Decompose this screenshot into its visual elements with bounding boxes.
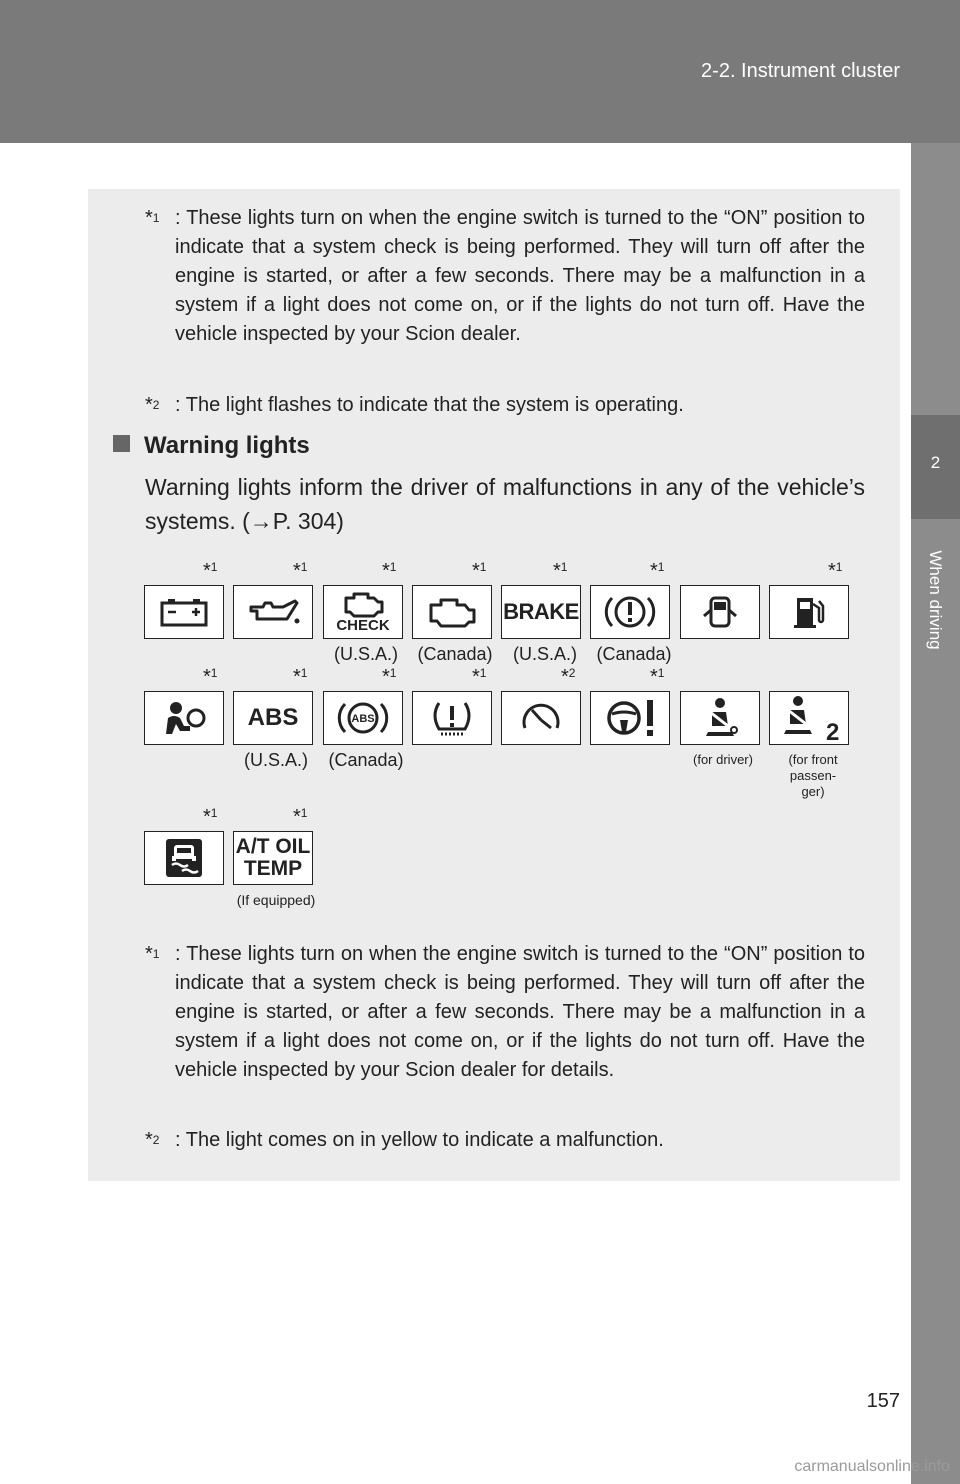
caption: (U.S.A.) bbox=[333, 644, 399, 664]
oil-can-icon bbox=[233, 585, 313, 639]
caption: (Canada) bbox=[417, 644, 493, 664]
caption: (Canada) bbox=[596, 644, 672, 664]
footnote-1-top: *$^1$ : These lights turn on when the engine switch is turned to the “ON” position to indicate that a system check is being performed. They will turn off after the engine is started, or after a few seconds. There may be a malfunction in a system if a light does not come on, or if the lights do not turn off. Have the vehicle inspected by your Scion dealer. bbox=[145, 207, 865, 345]
seatbelt-driver-icon bbox=[680, 691, 760, 745]
steering-warning-icon bbox=[590, 691, 670, 745]
footnote-2-bottom: *$^2$ : The light comes on in yellow to indicate a malfunction. bbox=[145, 1129, 664, 1151]
star-mark: *$^2$ bbox=[561, 666, 576, 688]
passenger-number: 2 bbox=[826, 719, 840, 742]
star-mark: *$^1$ bbox=[828, 560, 843, 582]
chapter-tab[interactable] bbox=[911, 415, 960, 519]
seatbelt-passenger-icon bbox=[769, 691, 849, 745]
star-mark: *$^1$ bbox=[382, 666, 397, 688]
star-mark: *$^1$ bbox=[472, 560, 487, 582]
star-mark: *$^1$ bbox=[203, 806, 218, 828]
star-mark: *$^1$ bbox=[293, 560, 308, 582]
star-mark: *$^1$ bbox=[293, 806, 308, 828]
footnote-2-top: *$^2$ : The light flashes to indicate that the system is operating. bbox=[145, 394, 684, 416]
fuel-pump-icon bbox=[769, 585, 849, 639]
star-mark: *$^1$ bbox=[650, 666, 665, 688]
side-tab-upper bbox=[911, 143, 960, 415]
square-bullet-icon bbox=[113, 435, 130, 452]
section-title: 2-2. Instrument cluster bbox=[701, 60, 900, 82]
caption: (for driver) bbox=[693, 752, 753, 767]
brake-label: BRAKE bbox=[503, 599, 579, 624]
brake-text-icon bbox=[501, 585, 581, 639]
temp-label: TEMP bbox=[243, 857, 303, 880]
at-oil-label: A/T OIL bbox=[235, 835, 311, 858]
star-mark: *$^1$ bbox=[472, 666, 487, 688]
caption: (Canada) bbox=[328, 750, 404, 770]
battery-icon bbox=[144, 585, 224, 639]
page-header bbox=[0, 0, 960, 143]
star-mark: *$^1$ bbox=[553, 560, 568, 582]
side-tab-lower bbox=[911, 519, 960, 1484]
engine-icon bbox=[412, 585, 492, 639]
abs-circle-icon bbox=[323, 691, 403, 745]
cruise-icon bbox=[501, 691, 581, 745]
door-open-icon bbox=[680, 585, 760, 639]
section-heading: Warning lights bbox=[113, 432, 310, 460]
section-body: Warning lights inform the driver of malfunctions in any of the vehicle’s systems. (→P. 304) bbox=[145, 474, 865, 534]
chapter-label: When driving bbox=[926, 550, 945, 650]
page-number: 157 bbox=[866, 1390, 900, 1412]
star-mark: *$^1$ bbox=[203, 666, 218, 688]
caption: (for front passen- ger) bbox=[788, 752, 838, 799]
abs-circle-label: ABS bbox=[351, 713, 375, 725]
abs-text-icon bbox=[233, 691, 313, 745]
brake-circle-icon bbox=[590, 585, 670, 639]
star-mark: *$^1$ bbox=[293, 666, 308, 688]
star-mark: *$^1$ bbox=[203, 560, 218, 582]
caption: (U.S.A.) bbox=[243, 750, 309, 770]
caption: (If equipped) bbox=[236, 892, 316, 908]
slip-indicator-icon bbox=[144, 831, 224, 885]
airbag-icon bbox=[144, 691, 224, 745]
caption: (U.S.A.) bbox=[512, 644, 578, 664]
watermark: carmanualsonline.info bbox=[794, 1458, 950, 1475]
footnote-1-bottom: *$^1$ : These lights turn on when the engine switch is turned to the “ON” position to indicate that a system check is being performed. They will turn off after the engine is started, or after a few seconds. There may be a malfunction in a system if a light does not come on, or if the lights do not turn off. Have the vehicle inspected by your Scion dealer for details. bbox=[145, 943, 865, 1081]
at-oil-temp-icon bbox=[233, 831, 313, 885]
chapter-number: 2 bbox=[930, 453, 941, 472]
star-mark: *$^1$ bbox=[650, 560, 665, 582]
check-label: CHECK bbox=[336, 617, 390, 634]
tire-pressure-icon bbox=[412, 691, 492, 745]
star-mark: *$^1$ bbox=[382, 560, 397, 582]
abs-label: ABS bbox=[247, 704, 299, 731]
check-engine-icon bbox=[323, 585, 403, 639]
